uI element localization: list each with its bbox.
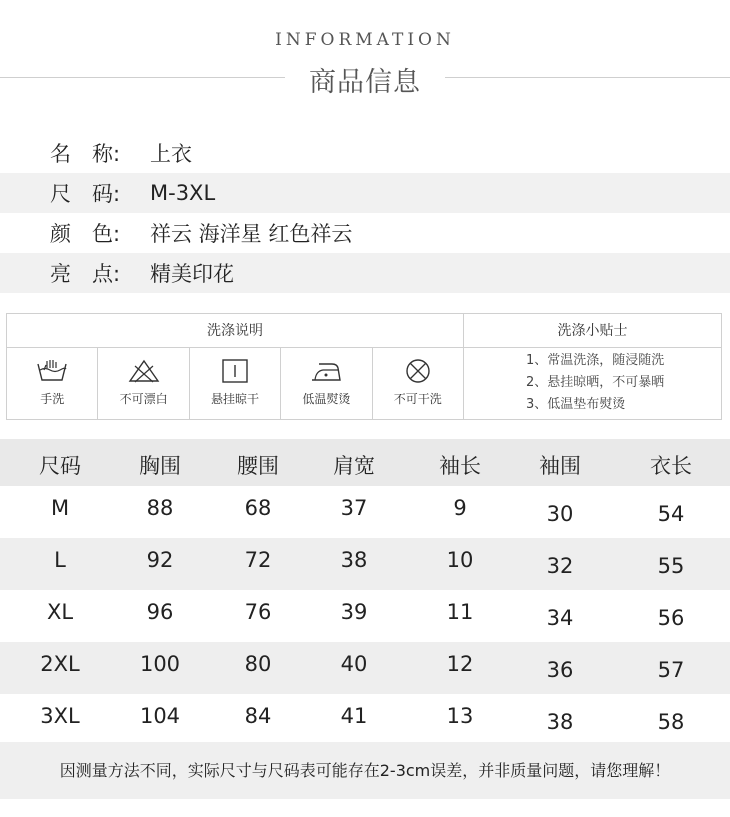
table-cell: 92 (146, 548, 174, 572)
wash-icon-label: 低温熨烫 (302, 392, 351, 406)
wash-cell-hand-wash (7, 348, 98, 419)
table-cell: 32 (546, 554, 574, 578)
wash-icon-label: 手洗 (40, 392, 65, 406)
table-cell: 36 (546, 658, 574, 682)
column-header: 胸围 (139, 454, 181, 478)
info-label: 颜 色: (50, 222, 121, 246)
wash-icon-label: 不可漂白 (119, 392, 168, 406)
table-cell: 12 (446, 652, 474, 676)
table-cell: 2XL (40, 652, 80, 676)
table-cell: 11 (446, 600, 474, 624)
column-header: 袖围 (539, 454, 581, 478)
column-header: 肩宽 (333, 454, 375, 478)
column-header: 袖长 (439, 454, 481, 478)
table-cell: 37 (340, 496, 368, 520)
table-cell: 40 (340, 652, 368, 676)
size-chart-row (0, 538, 730, 590)
wash-icon-label: 悬挂晾干 (210, 392, 259, 406)
table-cell: 30 (546, 502, 574, 526)
info-row-size (0, 173, 730, 213)
wash-tip: 1、常温洗涤，随浸随洗 (526, 353, 665, 368)
header-chinese-title: 商品信息 (309, 67, 421, 98)
wash-tips-list (464, 348, 721, 419)
table-cell: 13 (446, 704, 474, 728)
info-value: 祥云 海洋星 红色祥云 (150, 222, 353, 246)
no-dry-clean-icon (401, 358, 435, 384)
info-row-name (0, 133, 730, 173)
table-cell: 96 (146, 600, 174, 624)
measurement-disclaimer: 因测量方法不同，实际尺寸与尺码表可能存在2-3cm误差，并非质量问题，请您理解！ (0, 742, 730, 799)
table-cell: 55 (657, 554, 685, 578)
wash-tip: 3、低温垫布熨烫 (526, 397, 626, 412)
size-chart (0, 439, 730, 746)
wash-care-panel (6, 313, 722, 420)
table-cell: 84 (244, 704, 272, 728)
table-cell: 76 (244, 600, 272, 624)
info-value: 上衣 (150, 142, 192, 166)
section-header (0, 0, 730, 110)
table-cell: 41 (340, 704, 368, 728)
table-cell: 57 (657, 658, 685, 682)
info-row-color (0, 213, 730, 253)
no-bleach-icon (127, 358, 161, 384)
table-cell: 68 (244, 496, 272, 520)
wash-icon-label: 不可干洗 (393, 392, 442, 406)
table-cell: 39 (340, 600, 368, 624)
table-cell: L (54, 548, 66, 572)
table-cell: 80 (244, 652, 272, 676)
column-header: 腰围 (237, 454, 279, 478)
info-label: 亮 点: (50, 262, 121, 286)
product-info (0, 133, 730, 293)
wash-tip: 2、悬挂晾晒，不可暴晒 (526, 375, 665, 390)
wash-instructions-title: 洗涤说明 (7, 314, 464, 348)
table-cell: 38 (340, 548, 368, 572)
size-chart-header-row (0, 439, 730, 486)
wash-cell-no-dry-clean (373, 348, 464, 419)
table-cell: 54 (657, 502, 685, 526)
hang-dry-icon (218, 358, 252, 384)
info-value: 精美印花 (150, 262, 234, 286)
info-label: 名 称: (50, 142, 121, 166)
info-value: M-3XL (150, 181, 216, 205)
table-cell: 34 (546, 606, 574, 630)
size-chart-row (0, 694, 730, 746)
low-iron-icon (309, 358, 343, 384)
wash-cell-hang-dry (190, 348, 281, 419)
table-cell: 72 (244, 548, 272, 572)
wash-cell-no-bleach (98, 348, 189, 419)
table-cell: 56 (657, 606, 685, 630)
table-cell: 10 (446, 548, 474, 572)
table-cell: 104 (139, 704, 181, 728)
size-chart-row (0, 642, 730, 694)
table-cell: 38 (546, 710, 574, 734)
wash-cell-low-iron (281, 348, 372, 419)
table-cell: 9 (453, 496, 467, 520)
table-cell: 88 (146, 496, 174, 520)
table-cell: M (50, 496, 70, 520)
size-chart-row (0, 590, 730, 642)
column-header: 衣长 (650, 454, 692, 478)
table-cell: 58 (657, 710, 685, 734)
info-label: 尺 码: (50, 182, 121, 206)
size-chart-row (0, 486, 730, 538)
header-english-title: INFORMATION (275, 30, 455, 50)
table-cell: 100 (139, 652, 181, 676)
table-cell: XL (46, 600, 74, 624)
info-row-highlight (0, 253, 730, 293)
table-cell: 3XL (40, 704, 80, 728)
wash-tips-title: 洗涤小贴士 (464, 314, 721, 348)
wash-icon-row (7, 348, 464, 419)
hand-wash-icon (35, 358, 69, 384)
column-header: 尺码 (39, 454, 81, 478)
